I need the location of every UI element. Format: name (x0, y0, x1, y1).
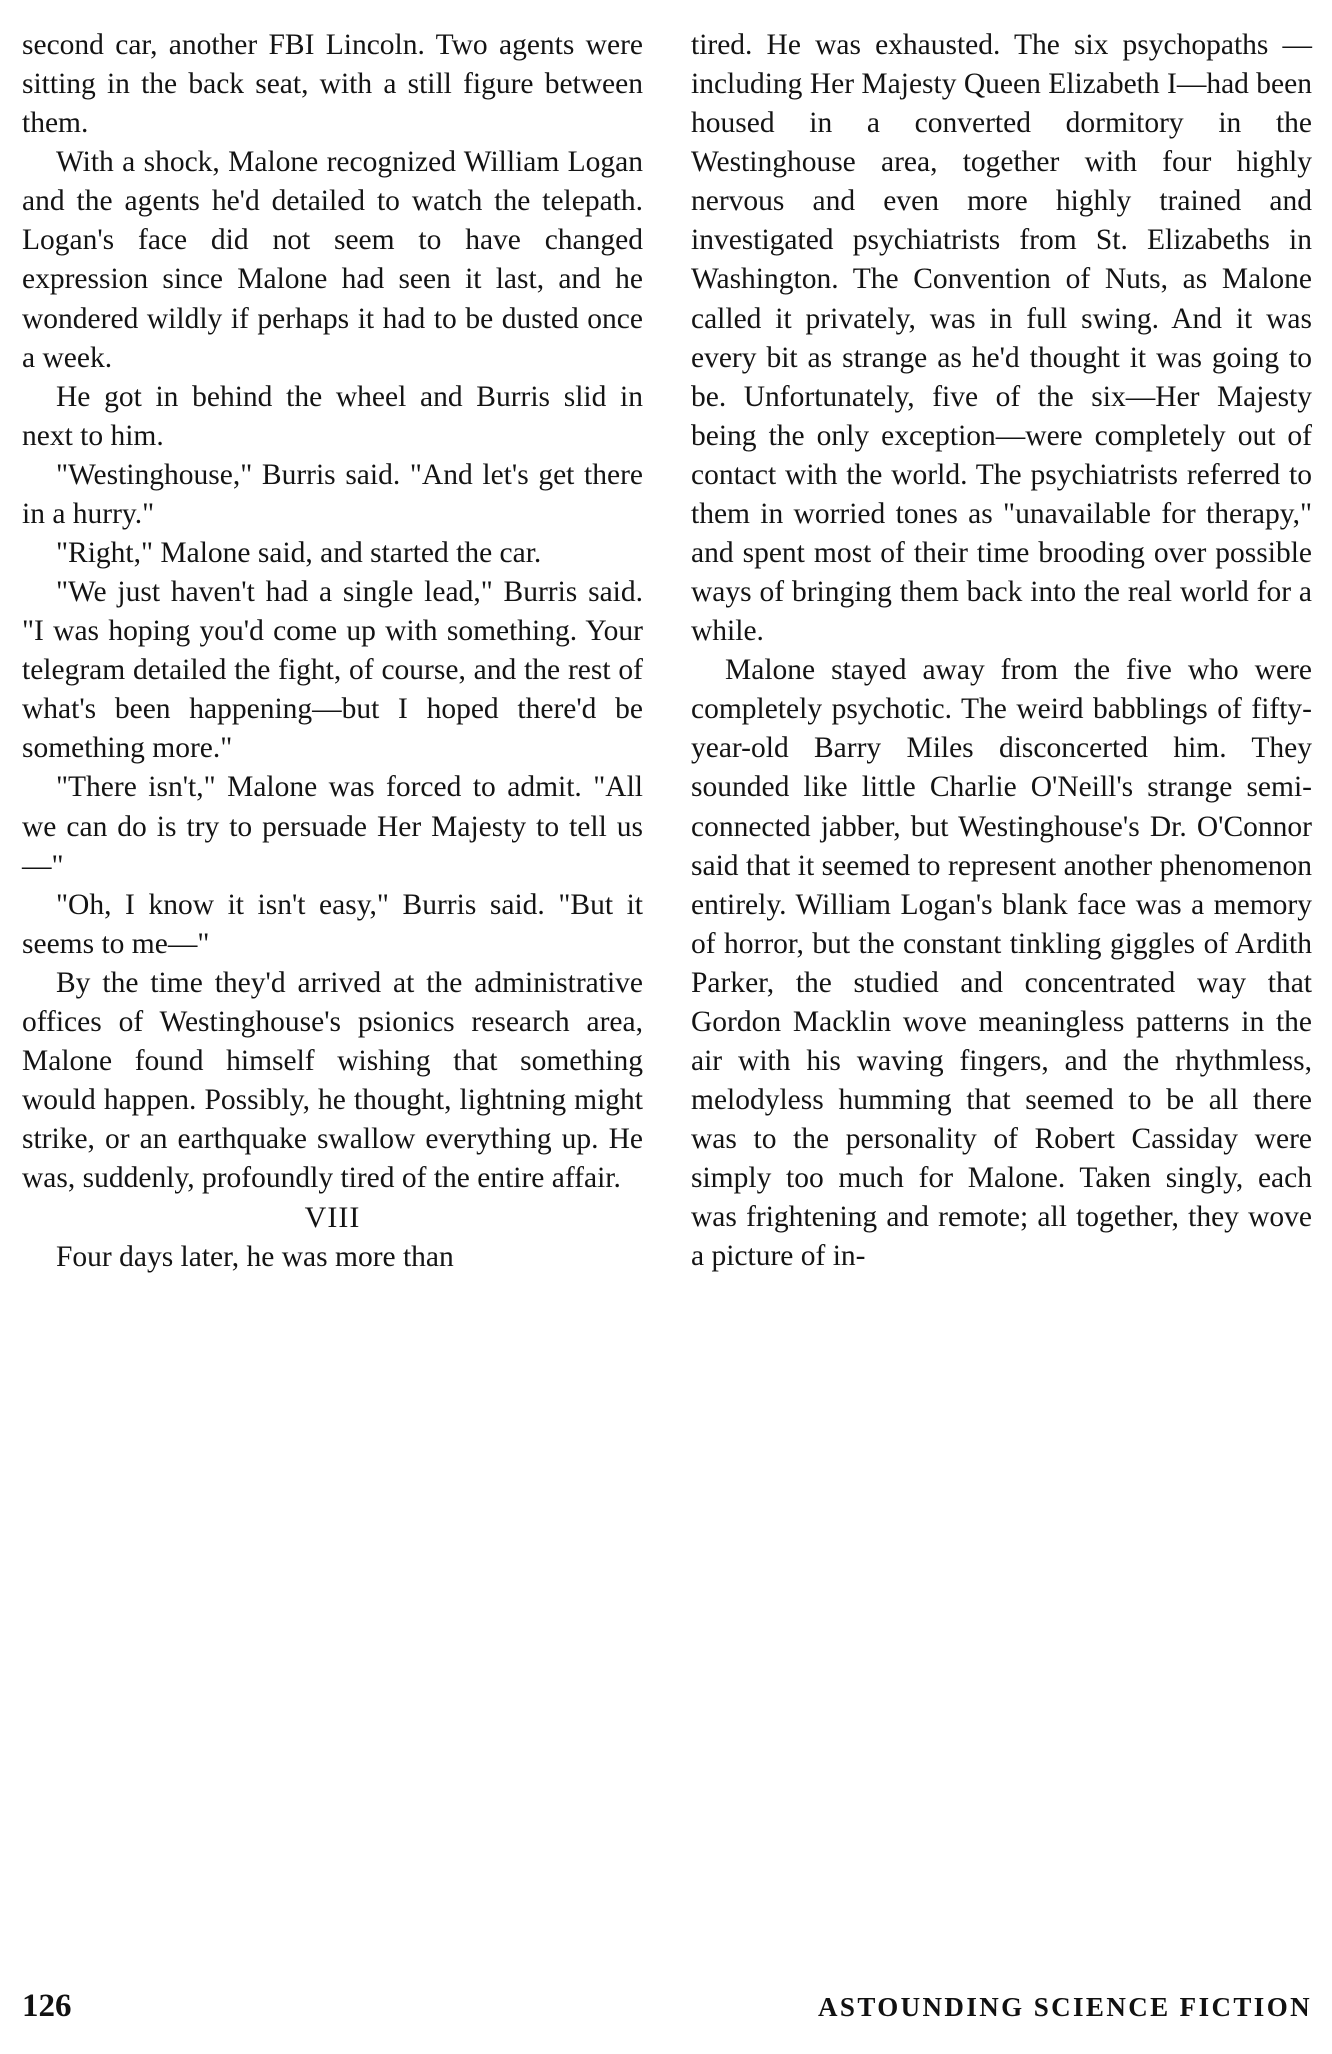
paragraph: Four days later, he was more than (56, 1241, 454, 1274)
paragraph: He got in behind the wheel and Burris slid in next to him. (22, 380, 643, 452)
left-text-column (22, 26, 643, 1916)
paragraph: second car, another FBI Lincoln. Two agents were sitting in the back seat, with a still figure between them. (22, 29, 643, 140)
page-number: 126 (22, 1988, 72, 2024)
paragraph: "Westinghouse," Burris said. "And let's get there in a hurry." (22, 458, 643, 530)
paragraph: "Oh, I know it isn't easy," Burris said. "But it seems to me—" (22, 888, 643, 960)
paragraph: tired. He was exhausted. The six psychopaths — including Her Majesty Queen Elizabeth I—had been housed in a converted dormitory in the Westinghouse area, together with four highly nervous and even more highly trained and investigated psychiatrists from St. Elizabeths in Washington. The Convention of Nuts, as Malone called it privately, was in full swing. And it was every bit as strange as he'd thought it was going to be. Unfortunately, five of the six—Her Majesty being the only exception—were completely out of contact with the world. The psychiatrists referred to them in worried tones as "unavailable for therapy," and spent most of their time brooding over possible ways of bringing them back into the real world for a while. (691, 29, 1312, 648)
paragraph: With a shock, Malone recognized William Logan and the agents he'd detailed to watch the telepath. Logan's face did not seem to have changed expression since Malone had seen it last, and he wondered wildly if perhaps it had to be dusted once a week. (22, 146, 643, 374)
right-text-column (691, 26, 1312, 1916)
paragraph: "Right," Malone said, and started the car. (56, 537, 542, 570)
running-head: ASTOUNDING SCIENCE FICTION (818, 1992, 1312, 2022)
two-column-text-body (22, 26, 1312, 1916)
chapter-number: VIII (304, 1201, 361, 1235)
paragraph: "We just haven't had a single lead," Burris said. "I was hoping you'd come up with something. Your telegram detailed the fight, of course, and the rest of what's been happening—but I hoped there'd be something more." (22, 576, 643, 765)
paragraph: Malone stayed away from the five who were completely psychotic. The weird babblings of fifty-year-old Barry Miles disconcerted him. They sounded like little Charlie O'Neill's strange semi-connected jabber, but Westinghouse's Dr. O'Connor said that it seemed to represent another phenomenon entirely. William Logan's blank face was a memory of horror, but the constant tinkling giggles of Ardith Parker, the studied and concentrated way that Gordon Macklin wove meaningless patterns in the air with his waving fingers, and the rhythmless, melodyless humming that seemed to be all there was to the personality of Robert Cassiday were simply too much for Malone. Taken singly, each was frightening and remote; all together, they wove a picture of in- (691, 654, 1312, 1273)
paragraph: "There isn't," Malone was forced to admit. "All we can do is try to persuade Her Majesty to tell us—" (22, 771, 643, 882)
page-footer (22, 1988, 1312, 2028)
paragraph: By the time they'd arrived at the administrative offices of Westinghouse's psionics research area, Malone found himself wishing that something would happen. Possibly, he thought, lightning might strike, or an earthquake swallow everything up. He was, suddenly, profoundly tired of the entire affair. (22, 966, 643, 1195)
